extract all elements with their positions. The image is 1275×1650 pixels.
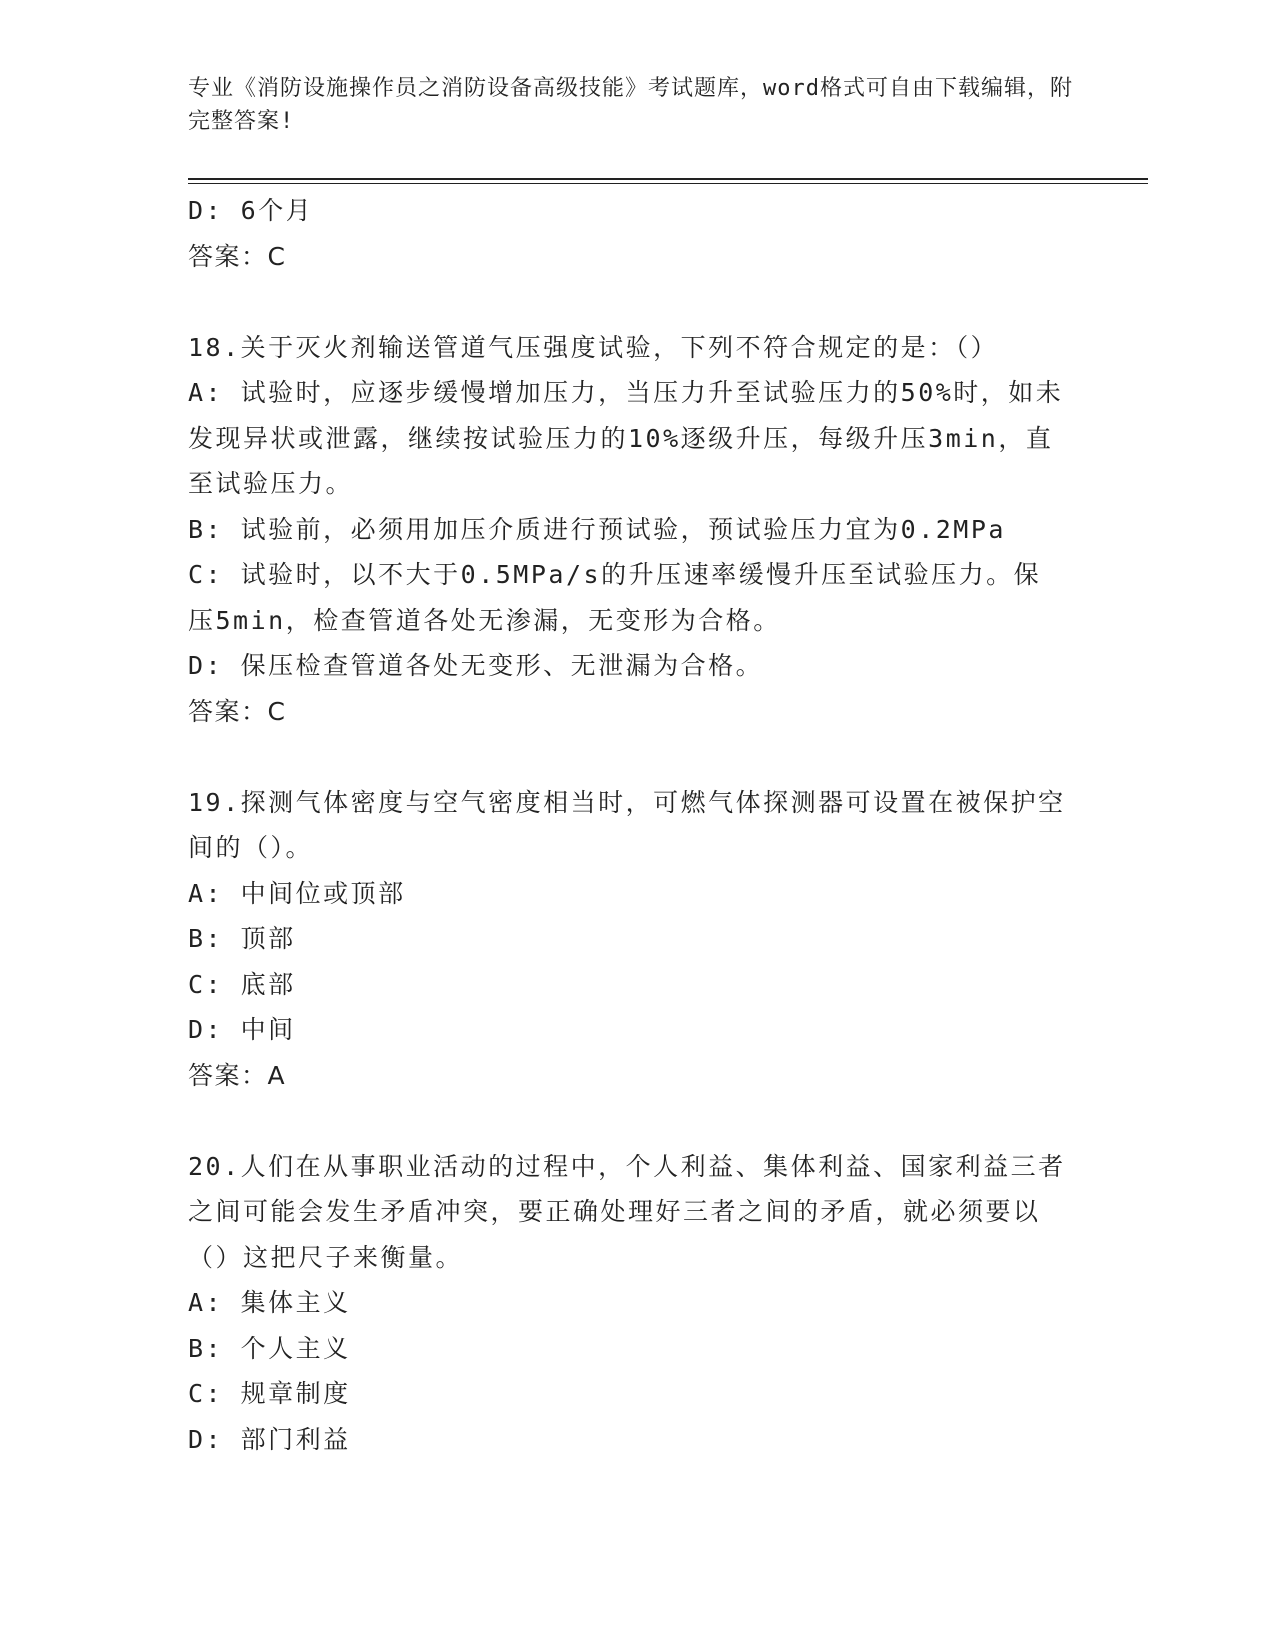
- option-a: A: 试验时，应逐步缓慢增加压力，当压力升至试验压力的50%时，如未发现异状或泄露，继续按试验压力的10%逐级升压，每级升压3min，直至试验压力。: [188, 378, 1064, 498]
- option-a: A: 集体主义: [188, 1288, 351, 1317]
- question-block-20: [188, 1144, 1068, 1463]
- option-b: B: 试验前，必须用加压介质进行预试验，预试验压力宜为0.2MPa: [188, 514, 1006, 544]
- option-b: B: 顶部: [188, 924, 296, 953]
- question-content: [188, 188, 1068, 1462]
- header-divider-thick: [188, 178, 1148, 180]
- option-c: C: 试验时，以不大于0.5MPa/s的升压速率缓慢升压至试验压力。保压5min，检查管道各处无渗漏，无变形为合格。: [188, 560, 1042, 635]
- option-b: B: 个人主义: [188, 1333, 351, 1363]
- spacer: [188, 1098, 1068, 1144]
- option-a: A: 中间位或顶部: [188, 878, 406, 908]
- question-stem: 20.人们在从事职业活动的过程中，个人利益、集体利益、国家利益三者之间可能会发生矛盾冲突，要正确处理好三者之间的矛盾，就必须要以（）这把尺子来衡量。: [188, 1151, 1066, 1272]
- question-stem: 19.探测气体密度与空气密度相当时，可燃气体探测器可设置在被保护空间的（）。: [188, 787, 1066, 862]
- document-header: 专业《消防设施操作员之消防设备高级技能》考试题库，word格式可自由下载编辑，附完整答案!: [188, 76, 1073, 134]
- option-d: D: 6个月: [188, 196, 314, 225]
- question-block-17: [188, 188, 1068, 279]
- answer-label: 答案：C: [188, 696, 287, 726]
- answer-label: 答案：A: [188, 1060, 287, 1090]
- option-d: D: 保压检查管道各处无变形、无泄漏为合格。: [188, 651, 764, 680]
- spacer: [188, 734, 1068, 780]
- question-block-19: [188, 780, 1068, 1099]
- spacer: [188, 279, 1068, 325]
- option-d: D: 部门利益: [188, 1424, 351, 1454]
- answer-label: 答案：C: [188, 241, 287, 271]
- header-divider-thin: [188, 183, 1148, 184]
- option-d: D: 中间: [188, 1015, 296, 1044]
- option-c: C: 底部: [188, 969, 296, 999]
- question-stem: 18.关于灭火剂输送管道气压强度试验，下列不符合规定的是：（）: [188, 332, 999, 362]
- option-c: C: 规章制度: [188, 1379, 351, 1408]
- question-block-18: [188, 325, 1068, 735]
